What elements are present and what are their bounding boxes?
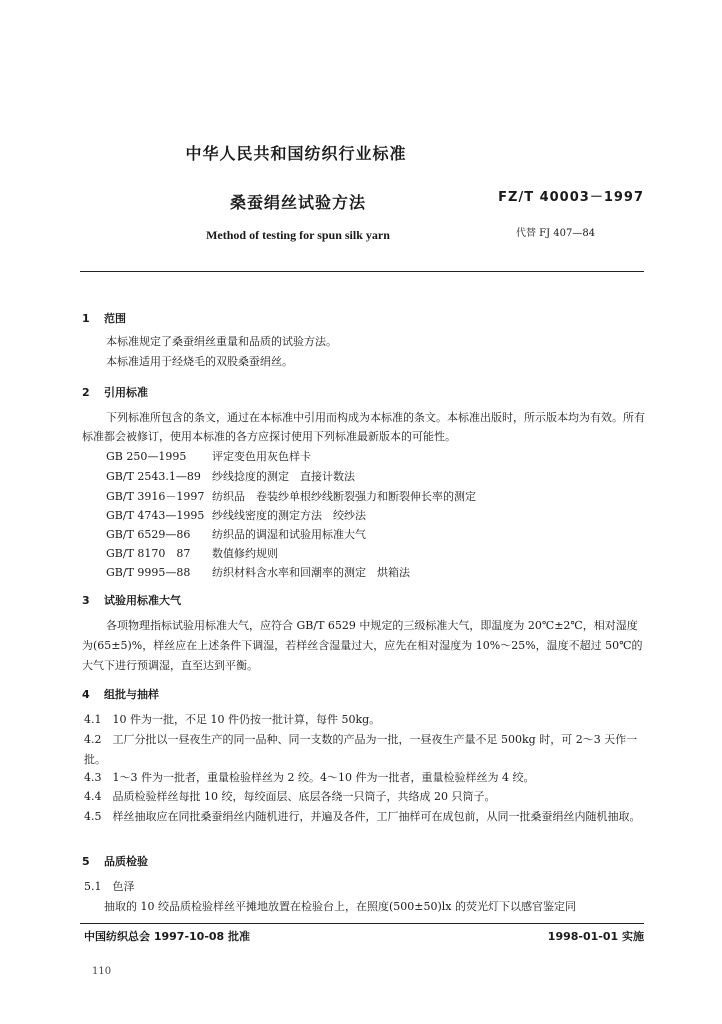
reference-code: GB/T 8170 87 [106, 547, 191, 560]
reference-item [106, 526, 366, 542]
implementation-date: 1998-01-01 实施 [547, 930, 644, 943]
clause-text: 10 件为一批，不足 10 件仍按一批计算，每件 50kg。 [112, 713, 381, 726]
section-3-heading [82, 592, 181, 608]
reference-code: GB/T 9995—88 [106, 566, 191, 579]
header-divider [80, 271, 644, 272]
clause-number: 5.1 [84, 880, 102, 893]
section-2-number: 2 [82, 386, 90, 399]
section-1-paragraph-2: 本标准适用于经烧毛的双股桑蚕绢丝。 [106, 355, 293, 368]
approval-note: 中国纺织总会 1997-10-08 批准 [84, 930, 251, 943]
clause-4-3 [84, 770, 534, 785]
clause-4-2 [84, 730, 646, 770]
clause-5-1-body: 抽取的 10 绞品质检验样丝平摊地放置在检验台上，在照度(500±50)lx 的荧光灯下以感官鉴定同 [104, 900, 576, 913]
reference-item [106, 488, 476, 504]
reference-item [106, 545, 278, 561]
section-4-number: 4 [82, 688, 90, 701]
section-5-title: 品质检验 [104, 855, 148, 868]
clause-number: 4.4 [84, 790, 102, 803]
clause-title: 色泽 [112, 880, 135, 893]
reference-code: GB/T 2543.1—89 [106, 470, 201, 483]
standard-number: FZ/T 40003－1997 [498, 190, 644, 205]
clause-5-1-heading [84, 879, 135, 894]
section-3-body: 各项物理指标试验用标准大气，应符合 GB/T 6529 中规定的三级标准大气，即温度为 20℃±2℃，相对湿度为(65±5)%，样丝应在上述条件下调湿，若样丝含湿量过大，应先在相对湿度为 10%～25%，温度不超过 50℃的大气下进行预调湿，直至达到平衡。 [82, 619, 643, 672]
clause-text: 样丝抽取应在同批桑蚕绢丝内随机进行，并遍及各件，工厂抽样可在成包前，从同一批桑蚕绢丝内随机抽取。 [112, 810, 641, 823]
reference-title: 纱线线密度的测定方法 绞纱法 [212, 509, 366, 522]
section-3-title: 试验用标准大气 [104, 594, 181, 607]
clause-number: 4.1 [84, 713, 102, 726]
section-2-intro: 下列标准所包含的条文，通过在本标准中引用而构成为本标准的条文。本标准出版时，所示版本均为有效。所有标准都会被修订，使用本标准的各方应探讨使用下列标准最新版本的可能性。 [82, 411, 645, 443]
reference-title: 数值修约规则 [212, 547, 278, 560]
clause-number: 4.3 [84, 771, 102, 784]
reference-code: GB/T 4743—1995 [106, 509, 205, 522]
title-chinese: 桑蚕绢丝试验方法 [229, 193, 366, 212]
section-1-paragraph-1: 本标准规定了桑蚕绢丝重量和品质的试验方法。 [106, 335, 337, 348]
section-1-heading [82, 310, 126, 326]
issuing-organization: 中华人民共和国纺织行业标准 [185, 144, 407, 163]
page-number: 110 [92, 966, 112, 977]
section-3-number: 3 [82, 594, 90, 607]
reference-item [106, 468, 355, 484]
reference-item [106, 564, 410, 580]
section-4-title: 组批与抽样 [104, 688, 159, 701]
reference-title: 纺织品的调湿和试验用标准大气 [212, 528, 366, 541]
section-5-number: 5 [82, 855, 90, 868]
reference-code: GB 250—1995 [106, 450, 187, 463]
reference-title: 纱线捻度的测定 直接计数法 [212, 470, 355, 483]
reference-item [106, 448, 311, 464]
clause-4-4 [84, 789, 495, 804]
clause-number: 4.5 [84, 810, 102, 823]
section-2-heading [82, 384, 148, 400]
replaces-standard: 代替 FJ 407—84 [516, 228, 596, 239]
reference-title: 纺织品 卷装纱单根纱线断裂强力和断裂伸长率的测定 [212, 490, 476, 503]
title-english: Method of testing for spun silk yarn [206, 228, 390, 242]
section-4-heading [82, 686, 159, 702]
footer-divider [80, 923, 644, 924]
clause-4-5 [84, 807, 646, 827]
reference-code: GB/T 3916－1997 [106, 490, 205, 503]
section-1-title: 范围 [104, 312, 126, 325]
section-5-heading [82, 853, 148, 869]
clause-4-1 [84, 712, 380, 727]
clause-text: 品质检验样丝每批 10 绞，每绞面层、底层各绕一只筒子，共络成 20 只筒子。 [112, 790, 496, 803]
clause-number: 4.2 [84, 733, 102, 746]
section-2-title: 引用标准 [104, 386, 148, 399]
reference-title: 纺织材料含水率和回潮率的测定 烘箱法 [212, 566, 410, 579]
reference-code: GB/T 6529—86 [106, 528, 191, 541]
section-1-number: 1 [82, 312, 90, 325]
reference-item [106, 507, 366, 523]
reference-title: 评定变色用灰色样卡 [212, 450, 311, 463]
clause-text: 1～3 件为一批者，重量检验样丝为 2 绞。4～10 件为一批者，重量检验样丝为 4 绞。 [112, 771, 535, 784]
clause-text: 工厂分批以一昼夜生产的同一品种、同一支数的产品为一批，一昼夜生产量不足 500kg 时，可 2～3 天作一批。 [84, 733, 638, 766]
